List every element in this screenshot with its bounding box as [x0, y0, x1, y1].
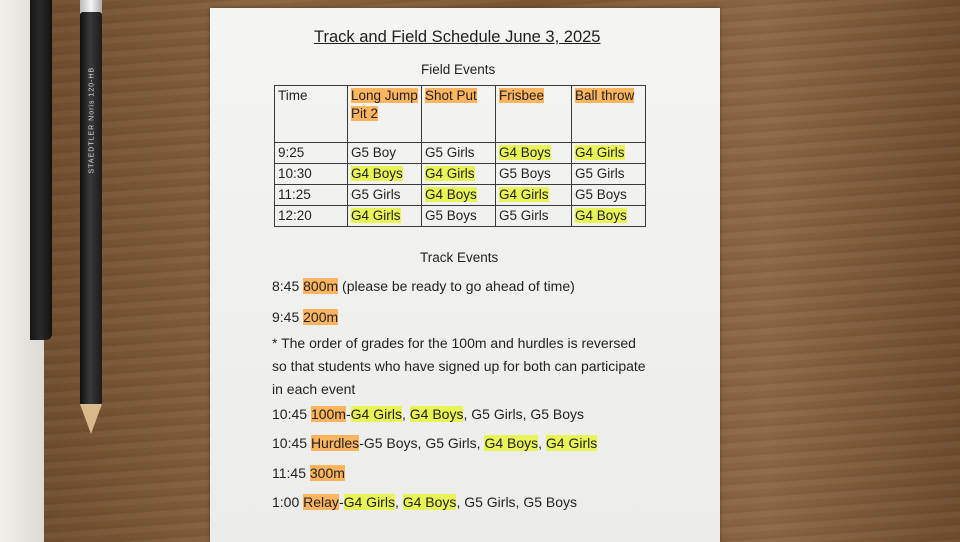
header-time: Time	[275, 86, 348, 143]
table-cell: G4 Boys	[496, 143, 572, 164]
table-header-row	[275, 86, 646, 143]
table-cell: 11:25	[275, 185, 348, 206]
track-events-heading: Track Events	[420, 250, 499, 265]
track-line-300m: 11:45 300m	[272, 465, 345, 481]
order-note: * The order of grades for the 100m and hurdles is reversed so that students who have signed up for both can participate in each event	[272, 335, 646, 397]
table-cell: G5 Boys	[422, 206, 496, 227]
track-line-200m: 9:45 200m	[272, 309, 339, 325]
track-line-800m: 8:45 800m (please be ready to go ahead of time)	[272, 278, 575, 294]
table-cell: G5 Boy	[348, 143, 422, 164]
header-long-jump: Long Jump Pit 2	[348, 86, 422, 143]
table-cell: G5 Girls	[572, 164, 646, 185]
pencil-brand-text: STAEDTLER Noris 120-HB	[88, 66, 96, 174]
table-cell: 9:25	[275, 143, 348, 164]
table-row	[275, 143, 646, 164]
pencil-tip	[80, 404, 102, 434]
document-title: Track and Field Schedule June 3, 2025	[314, 28, 601, 46]
table-cell: 10:30	[275, 164, 348, 185]
table-cell: G4 Boys	[572, 206, 646, 227]
table-row	[275, 164, 646, 185]
table-row	[275, 185, 646, 206]
table-cell: G5 Boys	[572, 185, 646, 206]
field-events-heading: Field Events	[421, 62, 496, 77]
schedule-paper	[210, 8, 720, 542]
table-row	[275, 206, 646, 227]
track-line-relay: 1:00 Relay-G4 Girls, G4 Boys, G5 Girls, G5 Boys	[272, 494, 578, 510]
table-cell: 12:20	[275, 206, 348, 227]
header-shot-put: Shot Put	[422, 86, 496, 143]
table-cell: G4 Boys	[348, 164, 422, 185]
table-cell: G5 Girls	[348, 185, 422, 206]
field-events-table	[274, 85, 646, 227]
header-ball-throw: Ball throw	[572, 86, 646, 143]
table-cell: G5 Girls	[422, 143, 496, 164]
table-cell: G4 Girls	[572, 143, 646, 164]
table-cell: G5 Girls	[496, 206, 572, 227]
table-cell: G4 Boys	[422, 185, 496, 206]
track-line-hurdles: 10:45 Hurdles-G5 Boys, G5 Girls, G4 Boys, G4 Girls	[272, 435, 598, 451]
table-cell: G4 Girls	[348, 206, 422, 227]
track-line-100m: 10:45 100m-G4 Girls, G4 Boys, G5 Girls, G5 Boys	[272, 406, 585, 422]
table-cell: G4 Girls	[422, 164, 496, 185]
black-folder-edge	[30, 0, 52, 340]
table-cell: G5 Boys	[496, 164, 572, 185]
table-cell: G4 Girls	[496, 185, 572, 206]
header-frisbee: Frisbee	[496, 86, 572, 143]
